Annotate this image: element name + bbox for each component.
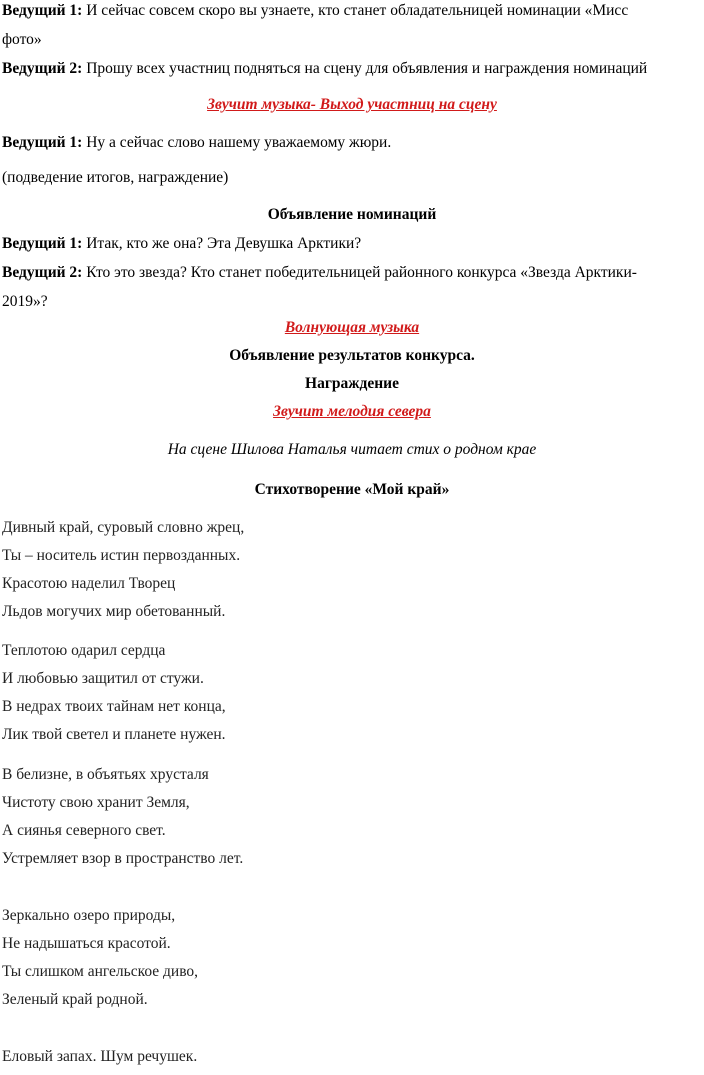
- music-cue-3: Звучит мелодия севера: [273, 403, 431, 420]
- stage-note: На сцене Шилова Наталья читает стих о родном крае: [167, 441, 537, 458]
- dialogue-line-3: [2, 133, 391, 153]
- dialogue-line-1: [2, 1, 628, 21]
- dialogue-line-1-cont: фото»: [2, 31, 42, 48]
- poem-line: Зеркально озеро природы,: [2, 907, 176, 924]
- section-heading-nominations: Объявление номинаций: [267, 206, 437, 223]
- poem-line: Чистоту свою хранит Земля,: [2, 794, 190, 811]
- speaker-label: Ведущий 1:: [2, 134, 83, 151]
- poem-line: И любовью защитил от стужи.: [2, 670, 204, 687]
- poem-line: Ты – носитель истин первозданных.: [2, 547, 241, 564]
- poem-line: Льдов могучих мир обетованный.: [2, 603, 226, 620]
- poem-line: В недрах твоих тайнам нет конца,: [2, 698, 226, 715]
- section-heading-results: Объявление результатов конкурса.: [229, 347, 475, 364]
- dialogue-line-4: [2, 234, 361, 254]
- poem-title: Стихотворение «Мой край»: [254, 481, 450, 498]
- poem-line: Зеленый край родной.: [2, 991, 148, 1008]
- dialogue-text: Прошу всех участниц подняться на сцену для объявления и награждения номинаций: [82, 60, 648, 77]
- dialogue-line-5: [2, 263, 637, 283]
- music-cue-2: Волнующая музыка: [284, 319, 420, 336]
- music-cue-1: Звучит музыка- Выход участниц на сцену: [207, 96, 497, 113]
- poem-line: Не надышаться красотой.: [2, 935, 171, 952]
- poem-line: Устремляет взор в пространство лет.: [2, 850, 244, 867]
- dialogue-text: И сейчас совсем скоро вы узнаете, кто станет обладательницей номинации «Мисс: [82, 2, 629, 19]
- poem-line: В белизне, в объятьях хрусталя: [2, 766, 209, 783]
- poem-line: Еловый запах. Шум речушек.: [2, 1048, 198, 1065]
- dialogue-text: Кто это звезда? Кто станет победительницей районного конкурса «Звезда Арктики-: [82, 264, 637, 281]
- dialogue-text: Итак, кто же она? Эта Девушка Арктики?: [82, 235, 362, 252]
- speaker-label: Ведущий 2:: [2, 264, 83, 281]
- section-heading-awards: Награждение: [305, 375, 399, 392]
- poem-line: Дивный край, суровый словно жрец,: [2, 519, 245, 536]
- poem-line: Лик твой светел и планете нужен.: [2, 726, 226, 743]
- dialogue-text: Ну а сейчас слово нашему уважаемому жюри.: [82, 134, 392, 151]
- dialogue-line-2: [2, 59, 647, 79]
- stage-direction: (подведение итогов, награждение): [2, 169, 229, 186]
- poem-line: Красотою наделил Творец: [2, 575, 176, 592]
- poem-line: Теплотою одарил сердца: [2, 642, 166, 659]
- speaker-label: Ведущий 2:: [2, 60, 83, 77]
- dialogue-line-5-cont: 2019»?: [2, 293, 48, 310]
- poem-line: А сиянья северного свет.: [2, 822, 166, 839]
- poem-line: Ты слишком ангельское диво,: [2, 963, 199, 980]
- speaker-label: Ведущий 1:: [2, 2, 83, 19]
- speaker-label: Ведущий 1:: [2, 235, 83, 252]
